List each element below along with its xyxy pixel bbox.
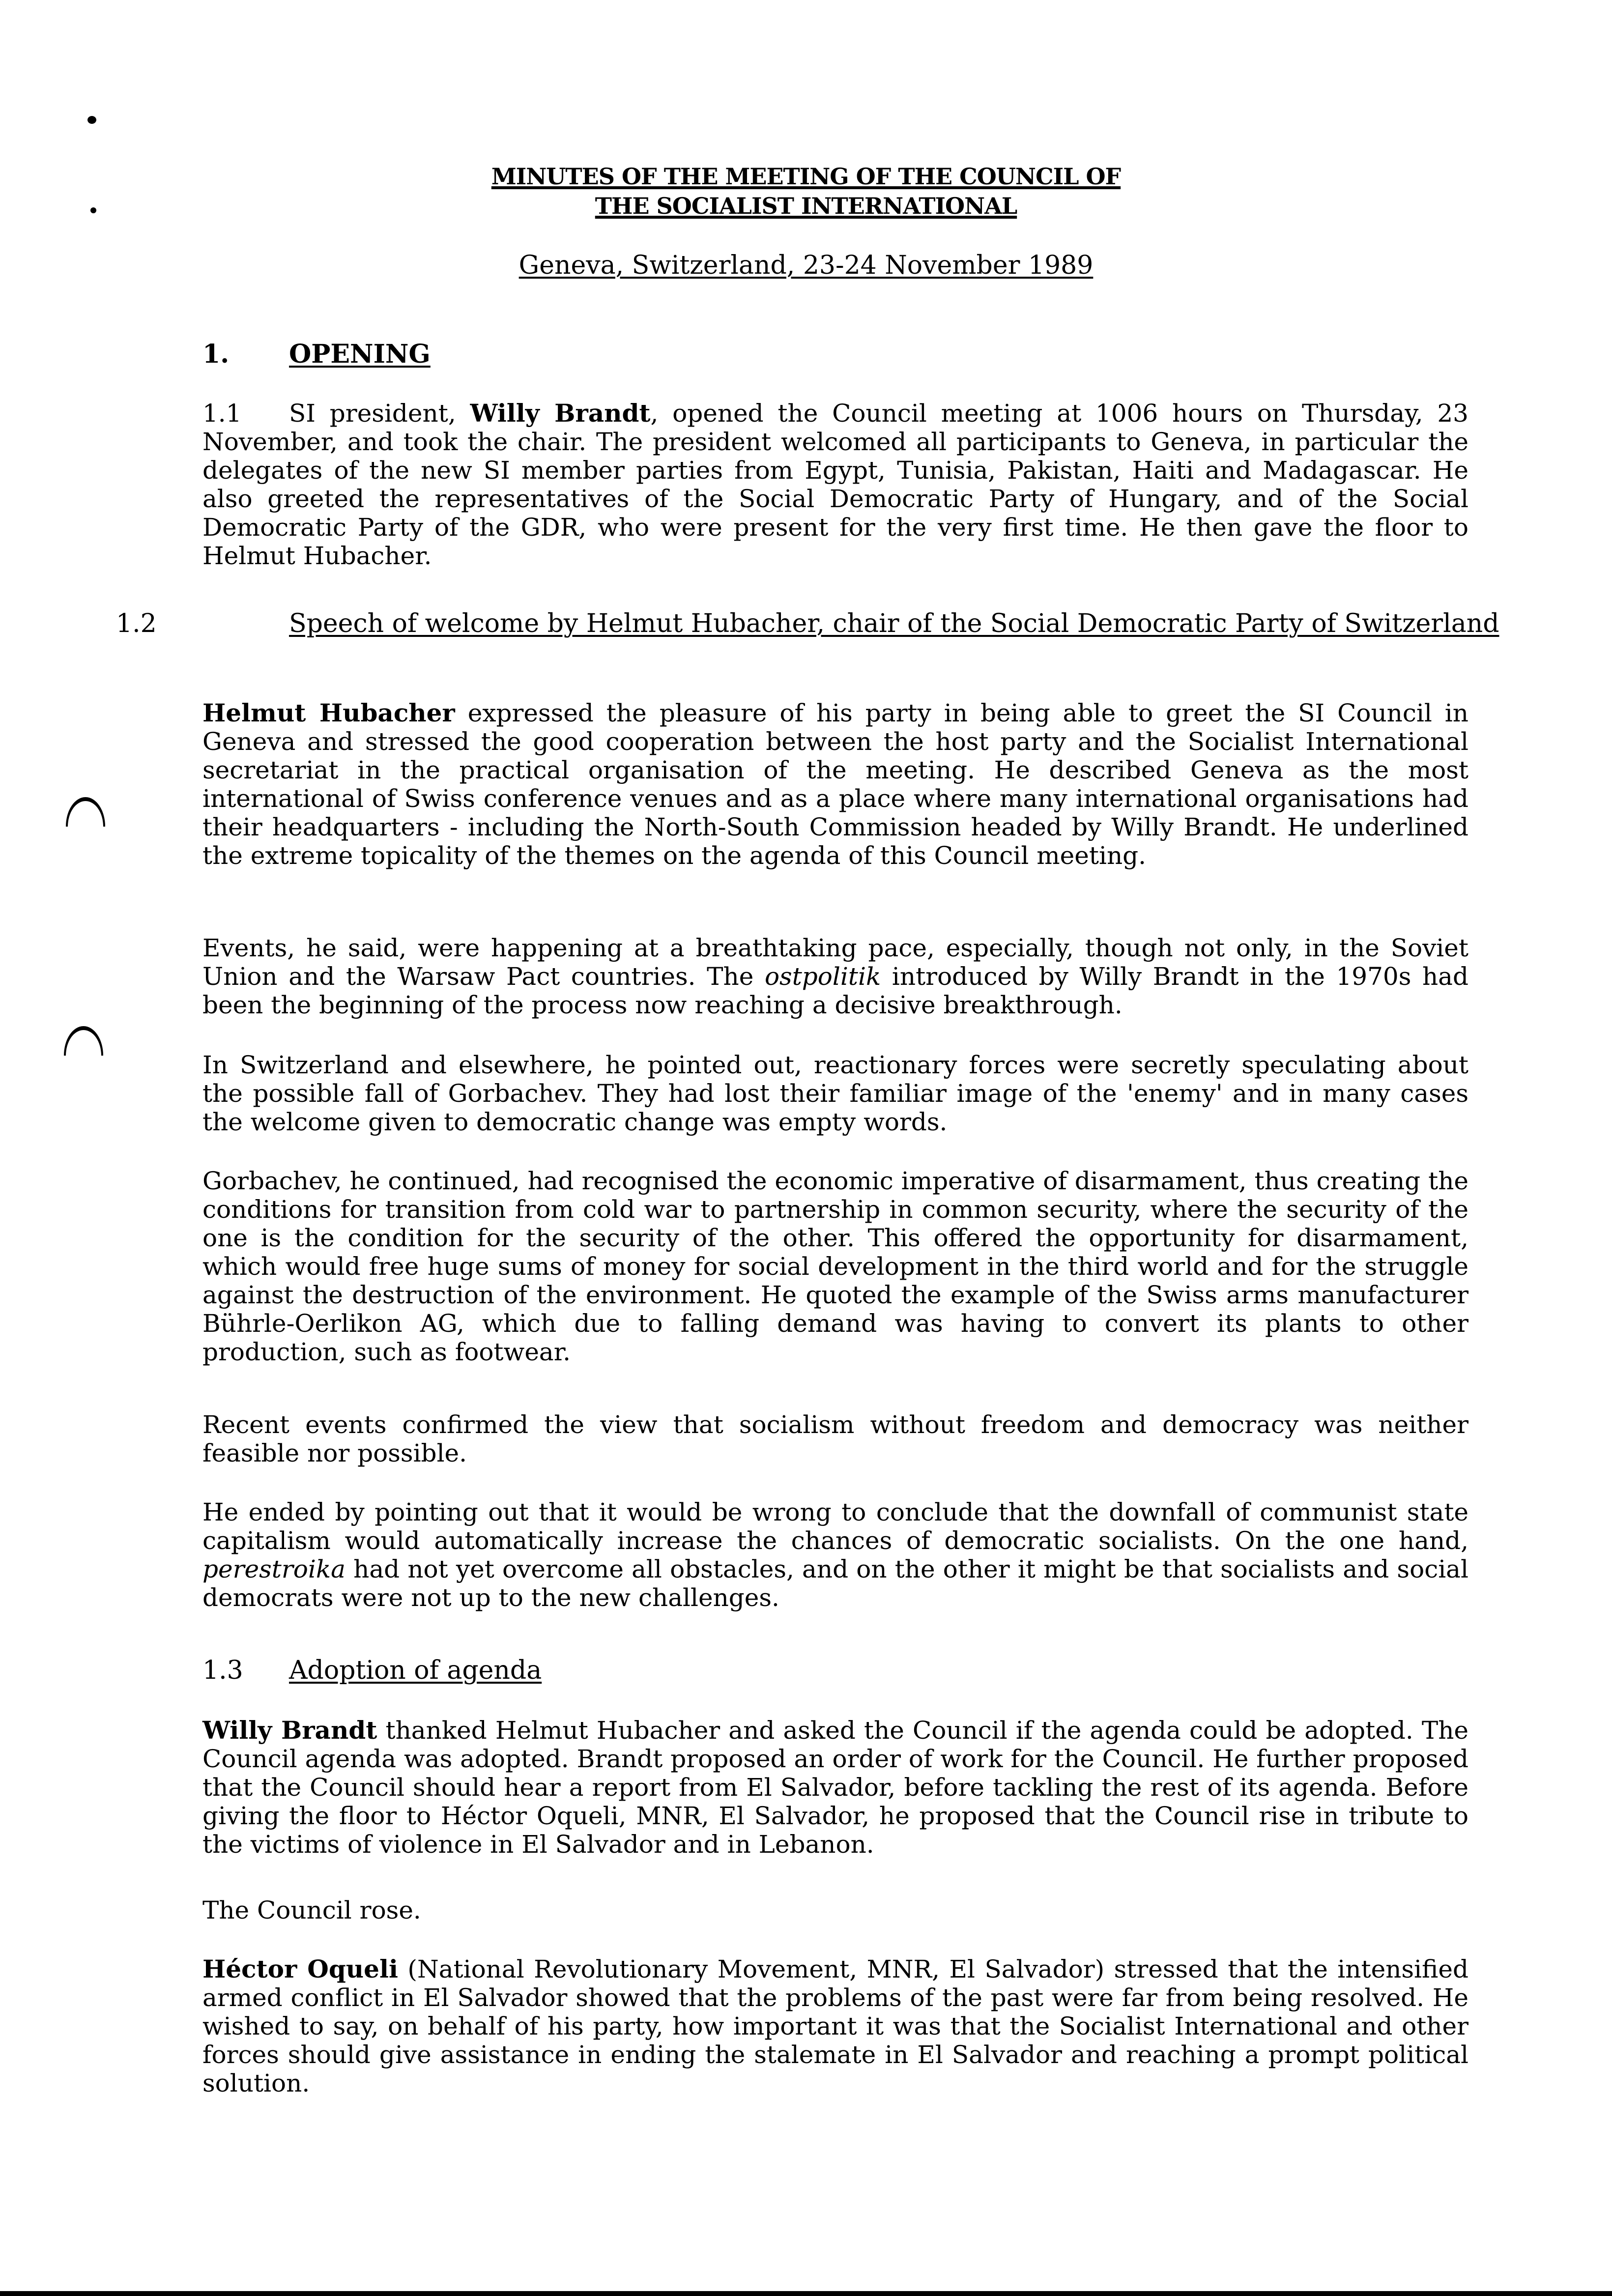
paragraph [202, 1410, 1468, 1467]
section-title: OPENING [289, 339, 431, 369]
paragraph [202, 1167, 1468, 1366]
subsection-heading-1-3 [202, 1656, 1468, 1685]
text: In Switzerland and elsewhere, he pointed out, reactionary forces were secretly speculating about the possible fall of Gorbachev. They had lost their familiar image of the 'enemy' and in many cases the welcome given to democratic change was empty words. [202, 1051, 1468, 1136]
italic-term: ostpolitik [764, 962, 881, 991]
paragraph [202, 1716, 1468, 1859]
meeting-location-date: Geneva, Switzerland, 23-24 November 1989 [518, 251, 1094, 280]
document-subtitle [0, 251, 1612, 280]
paragraph [202, 1896, 1468, 1924]
text: SI president, [289, 399, 470, 428]
paragraph [202, 1955, 1468, 2097]
speaker-name: Willy Brandt [470, 399, 651, 428]
text: introduced by Willy Brandt in the 1970s had been the beginning of the process now reaching a decisive breakthrough. [202, 962, 1468, 1019]
document-title-2 [0, 192, 1612, 220]
title-line-1: MINUTES OF THE MEETING OF THE COUNCIL OF [491, 163, 1121, 190]
title-line-2: THE SOCIALIST INTERNATIONAL [595, 193, 1017, 219]
text: Recent events confirmed the view that socialism without freedom and democracy was neither feasible nor possible. [202, 1410, 1468, 1467]
punch-hole-mark [66, 797, 105, 827]
subsection-heading-1-2 [116, 609, 1555, 638]
subsection-number: 1.3 [202, 1656, 243, 1685]
paragraph [202, 699, 1468, 870]
section-heading-1 [202, 340, 1468, 369]
speaker-name: Willy Brandt [202, 1716, 377, 1745]
text: Events, he said, were happening at a breathtaking pace, especially, though not only, in the Soviet Union and the Warsaw Pact countries. The [202, 934, 1468, 991]
text: (National Revolutionary Movement, MNR, El Salvador) stressed that the intensified armed conflict in El Salvador showed that the problems of the past were far from being resolved. He wished to say, on behalf of his party, how important it was that the Socialist International and other forces should give assistance in ending the stalemate in El Salvador and reaching a prompt political solution. [202, 1955, 1468, 2097]
paragraph [202, 1498, 1468, 1612]
speaker-name: Helmut Hubacher [202, 698, 455, 727]
document-title [0, 162, 1612, 191]
paragraph [202, 1051, 1468, 1136]
text: The Council rose. [202, 1896, 421, 1924]
punch-hole-mark [64, 1026, 103, 1056]
section-number: 1. [202, 339, 230, 369]
text: He ended by pointing out that it would be wrong to conclude that the downfall of communist state capitalism would automatically increase the chances of democratic socialists. On the one hand, [202, 1498, 1468, 1555]
subsection-title: Adoption of agenda [289, 1656, 542, 1685]
subsection-number: 1.2 [116, 609, 157, 638]
speaker-name: Héctor Oqueli [202, 1954, 398, 1983]
subsection-number: 1.1 [202, 399, 242, 428]
text: expressed the pleasure of his party in being able to greet the SI Council in Geneva and stressed the good cooperation between the host party and the Socialist International secretariat in the practical organisation of the meeting. He described Geneva as the most international of Swiss conference venues and as a place where many international organisations had their headquarters - including the North-South Commission headed by Willy Brandt. He underlined the extreme topicality of the themes on the agenda of this Council meeting. [202, 699, 1468, 870]
paragraph-1-1 [202, 399, 1468, 570]
paragraph [202, 934, 1468, 1019]
scan-speck [87, 116, 96, 124]
italic-term: perestroika [202, 1555, 345, 1583]
text: , opened the Council meeting at 1006 hours on Thursday, 23 November, and took the chair. The president welcomed all participants to Geneva, in particular the delegates of the new SI member parties from Egypt, Tunisia, Pakistan, Haiti and Madagascar. He also greeted the representatives of the Social Democratic Party of Hungary, and of the Social Democratic Party of the GDR, who were present for the very first time. He then gave the floor to Helmut Hubacher. [202, 399, 1468, 570]
text: Gorbachev, he continued, had recognised the economic imperative of disarmament, thus creating the conditions for transition from cold war to partnership in common security, where the security of the one is the condition for the security of the other. This offered the opportunity for disarmament, which would free huge sums of money for social development in the third world and for the struggle against the destruction of the environment. He quoted the example of the Swiss arms manufacturer Bührle-Oerlikon AG, which due to falling demand was having to convert its plants to other production, such as footwear. [202, 1167, 1468, 1366]
text: had not yet overcome all obstacles, and on the other it might be that socialists and social democrats were not up to the new challenges. [202, 1555, 1468, 1612]
subsection-title: Speech of welcome by Helmut Hubacher, chair of the Social Democratic Party of Switzerland [289, 609, 1499, 638]
scan-bottom-edge [0, 2291, 1612, 2296]
text: thanked Helmut Hubacher and asked the Council if the agenda could be adopted. The Council agenda was adopted. Brandt proposed an order of work for the Council. He further proposed that the Council should hear a report from El Salvador, before tackling the rest of its agenda. Before giving the floor to Héctor Oqueli, MNR, El Salvador, he proposed that the Council rise in tribute to the victims of violence in El Salvador and in Lebanon. [202, 1716, 1468, 1859]
